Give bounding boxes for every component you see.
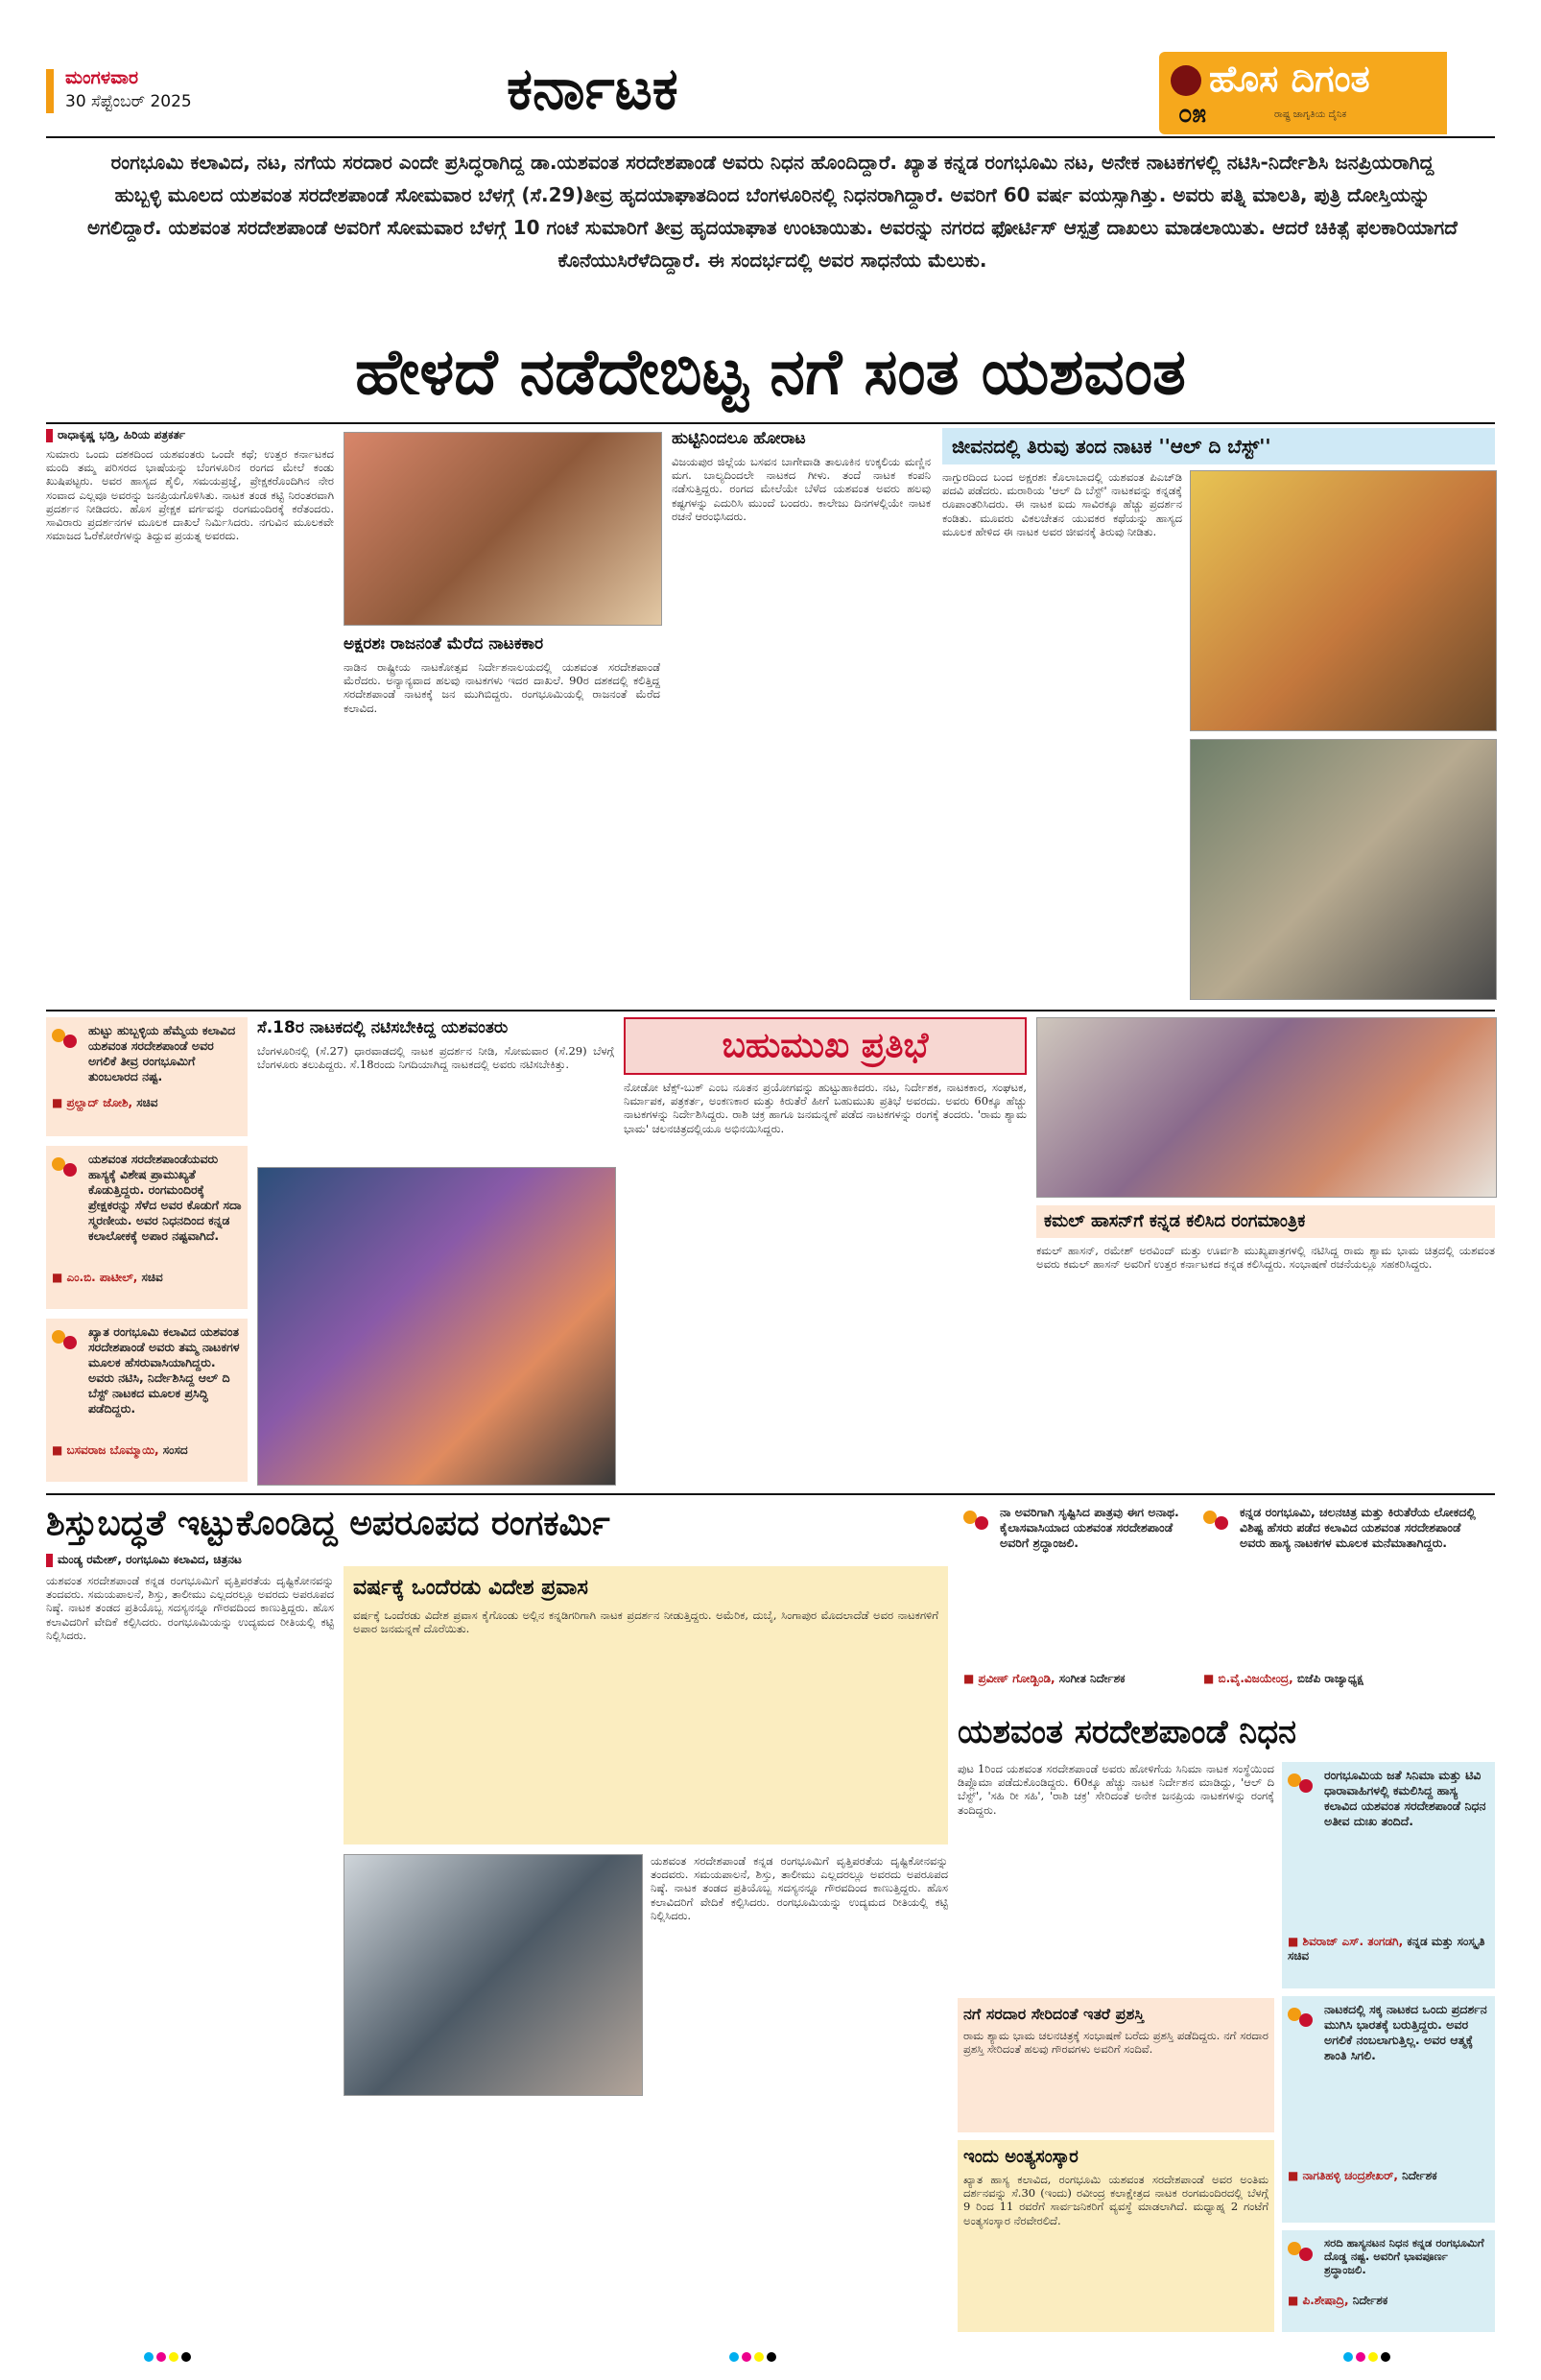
page-header <box>46 56 1495 138</box>
article9 <box>344 1566 948 1844</box>
quote-text: ಖ್ಯಾತ ರಂಗಭೂಮಿ ಕಲಾವಿದ ಯಶವಂತ ಸರದೇಶಪಾಂಡೆ ಅವರು ತಮ್ಮ ನಾಟಕಗಳ ಮೂಲಕ ಹೆಸರುವಾಸಿಯಾಗಿದ್ದರು. ಅವರು ನಟಿಸಿ, ನಿರ್ದೇಶಿಸಿದ್ದ ಆಲ್ ದಿ ಬೆಸ್ಟ್ ನಾಟಕದ ಮೂಲಕ ಪ್ರಸಿದ್ಧಿ ಪಡೆದಿದ್ದರು. <box>88 1324 240 1416</box>
article6-body: ನೋಡೋ ಟೆಕ್ಸ್-ಬುಕ್ ಎಂಬ ನೂತನ ಪ್ರಯೋಗವನ್ನು ಹುಟ್ಟುಹಾಕಿದರು. ನಟ, ನಿರ್ದೇಶಕ, ನಾಟಕಕಾರ, ಸಂಘಟಕ, ನಿರ್ಮಾಪಕ, ಪತ್ರಕರ್ತ, ಅಂಕಣಕಾರ ಮತ್ತು ಕಿರುತೆರೆ ಹೀಗೆ ಬಹುಮುಖ ಪ್ರತಿಭೆ ಅವರದು. ಅವರು 60ಕ್ಕೂ ಹೆಚ್ಚು ನಾಟಕಗಳನ್ನು ನಿರ್ದೇಶಿಸಿದ್ದರು. ರಾಶಿ ಚಕ್ರ ಹಾಗೂ ಜನಮನ್ನಣೆ ಪಡೆದ ನಾಟಕಗಳನ್ನು ರಂಗಕ್ಕೆ ತಂದರು. 'ರಾಮ ಶ್ಯಾಮ ಭಾಮ' ಚಲನಚಿತ್ರದಲ್ಲಿಯೂ ಅಭಿನಯಿಸಿದ್ದರು. <box>624 1081 1027 1135</box>
quote-author-role: ಸಂಸದ <box>162 1443 188 1457</box>
quote-icon <box>1203 1507 1234 1534</box>
quote-icon <box>1288 1770 1318 1797</box>
photo-stage-scene <box>1190 739 1497 1000</box>
section-title: ಕರ್ನಾಟಕ <box>507 56 678 123</box>
row2-rule <box>46 1493 1495 1495</box>
quote-author: ■ ನಾಗತಿಹಳ್ಳಿ ಚಂದ್ರಶೇಖರ್, ನಿರ್ದೇಶಕ <box>1288 2169 1437 2182</box>
photo-group-stage <box>257 1167 616 1486</box>
quote-card-1 <box>46 1017 248 1136</box>
quote-icon <box>52 1326 83 1353</box>
article4-body: ನಾಗ್ಪುರದಿಂದ ಬಂದ ಅಕ್ಷರಶಃ ಕೊಲಾಬಾದಲ್ಲಿ ಯಶವಂತ ಪಿಎಚ್‌ಡಿ ಪದವಿ ಪಡೆದರು. ಮರಾಠಿಯ 'ಆಲ್ ದಿ ಬೆಸ್ಟ್' ನಾಟಕವನ್ನು ಕನ್ನಡಕ್ಕೆ ರೂಪಾಂತರಿಸಿದರು. ಈ ನಾಟಕ ಐದು ಸಾವಿರಕ್ಕೂ ಹೆಚ್ಚು ಪ್ರದರ್ಶನ ಕಂಡಿತು. ಮೂವರು ವಿಕಲಚೇತನ ಯುವಕರ ಕಥೆಯನ್ನು ಹಾಸ್ಯದ ಮೂಲಕ ಹೇಳಿದ ಈ ನಾಟಕ ಅವರ ಜೀವನಕ್ಕೆ ತಿರುವು ನೀಡಿತು. <box>942 470 1182 538</box>
quote-author: ■ ಬಸವರಾಜ ಬೊಮ್ಮಾಯಿ, ಸಂಸದ <box>52 1443 188 1457</box>
quote-icon <box>52 1025 83 1052</box>
quote-author: ■ ಪ್ರವೀಣ್ ಗೋಡ್ಖಿಂಡಿ, ಸಂಗೀತ ನಿರ್ದೇಶಕ <box>963 1672 1126 1685</box>
quote-author-name: ಪ್ರವೀಣ್ ಗೋಡ್ಖಿಂಡಿ <box>978 1672 1051 1685</box>
quote-author-role: ಸಚಿವ <box>141 1271 163 1284</box>
article11-heading: ನಗೆ ಸರದಾರ ಸೇರಿದಂತೆ ಇತರೆ ಪ್ರಶಸ್ತಿ <box>963 2005 1145 2023</box>
logo-tagline: ರಾಷ್ಟ್ರ ಜಾಗೃತಿಯ ದೈನಿಕ <box>1274 109 1347 120</box>
article8-byline <box>46 1553 622 1567</box>
quote-author-role: ಬಿಜೆಪಿ ರಾಜ್ಯಾಧ್ಯಕ್ಷ <box>1296 1672 1363 1685</box>
quote-card-8 <box>1282 2230 1495 2332</box>
quote-author-name: ಎಂ.ಬಿ. ಪಾಟೀಲ್ <box>66 1271 133 1284</box>
logo-emblem-icon <box>1171 65 1201 96</box>
photo-yashwant-duo <box>344 1854 643 2096</box>
quote-text: ರಂಗಭೂಮಿಯ ಜತೆ ಸಿನಿಮಾ ಮತ್ತು ಟಿವಿ ಧಾರಾವಾಹಿಗಳಲ್ಲಿ ಕಮಲಿಸಿದ್ದ ಹಾಸ್ಯ ಕಲಾವಿದ ಯಶವಂತ ಸರದೇಶಪಾಂಡೆ ನಿಧನ ಅತೀವ ದುಃಖ ತಂದಿದೆ. <box>1324 1768 1486 1828</box>
article1-body: ಸುಮಾರು ಒಂದು ದಶಕದಿಂದ ಯಶವಂತರು ಒಂದೇ ಕಥೆ; ಉತ್ತರ ಕರ್ನಾಟಕದ ಮಂದಿ ತಮ್ಮ ಪರಿಸರದ ಭಾಷೆಯನ್ನು ಬೆಂಗಳೂರಿನ ರಂಗದ ಮೇಲೆ ಕಂಡು ಖುಷಿಪಟ್ಟರು. ಅವರ ಹಾಸ್ಯದ ಶೈಲಿ, ಸಮಯಪ್ರಜ್ಞೆ, ಪ್ರೇಕ್ಷಕರೊಂದಿಗಿನ ನೇರ ಸಂವಾದ ಎಲ್ಲವೂ ಅವರನ್ನು ಜನಪ್ರಿಯಗೊಳಿಸಿತು. ನಾಟಕ ತಂಡ ಕಟ್ಟಿ ನಿರಂತರವಾಗಿ ಪ್ರದರ್ಶನ ನೀಡಿದರು. ಹೊಸ ಪ್ರೇಕ್ಷಕ ವರ್ಗವನ್ನು ರಂಗಮಂದಿರಕ್ಕೆ ಕರೆತಂದರು. ಸಾವಿರಾರು ಪ್ರದರ್ಶನಗಳ ಮೂಲಕ ದಾಖಲೆ ನಿರ್ಮಿಸಿದರು. ನಗುವಿನ ಮೂಲಕವೇ ಸಮಾಜದ ಓರೆಕೋರೆಗಳನ್ನು ತಿದ್ದುವ ಪ್ರಯತ್ನ ಅವರದು. <box>46 447 334 543</box>
headline-rule <box>46 422 1495 424</box>
registration-marks-center <box>729 2347 779 2366</box>
article9-heading: ವರ್ಷಕ್ಕೆ ಒಂದೆರಡು ವಿದೇಶ ಪ್ರವಾಸ <box>353 1576 588 1600</box>
quote-author: ■ ಪ್ರಲ್ಹಾದ್ ಜೋಶಿ, ಸಚಿವ <box>52 1096 158 1109</box>
quote-card-2 <box>46 1146 248 1309</box>
byline-marker <box>46 1554 53 1567</box>
article3-heading: ಹುಟ್ಟಿನಿಂದಲೂ ಹೋರಾಟ <box>672 429 806 448</box>
quote-text: ಸರದಿ ಹಾಸ್ಯನಟನ ನಿಧನ ಕನ್ನಡ ರಂಗಭೂಮಿಗೆ ದೊಡ್ಡ ನಷ್ಟ. ಅವರಿಗೆ ಭಾವಪೂರ್ಣ ಶ್ರದ್ಧಾಂಜಲಿ. <box>1324 2236 1484 2276</box>
quote-card-5 <box>1197 1499 1495 1720</box>
quote-icon <box>1288 2238 1318 2265</box>
article12-body: ಖ್ಯಾತ ಹಾಸ್ಯ ಕಲಾವಿದ, ರಂಗಭೂಮಿ ಯಶವಂತ ಸರದೇಶಪಾಂಡೆ ಅವರ ಅಂತಿಮ ದರ್ಶನವನ್ನು ಸೆ.30 (ಇಂದು) ರವೀಂದ್ರ ಕಲಾಕ್ಷೇತ್ರದ ನಾಟಕ ರಂಗಮಂದಿರದಲ್ಲಿ ಬೆಳಗ್ಗೆ 9 ರಿಂದ 11 ರವರೆಗೆ ಸಾರ್ವಜನಿಕರಿಗೆ ವ್ಯವಸ್ಥೆ ಮಾಡಲಾಗಿದೆ. ಮಧ್ಯಾಹ್ನ 2 ಗಂಟೆಗೆ ಅಂತ್ಯಸಂಸ್ಕಾರ ನೆರವೇರಲಿದೆ. <box>963 2173 1268 2227</box>
article6-heading: ಬಹುಮುಖ ಪ್ರತಿಭೆ <box>722 1026 929 1065</box>
header-day: ಮಂಗಳವಾರ <box>65 67 139 88</box>
quote-author: ■ ಶಿವರಾಜ್ ಎಸ್. ತಂಗಡಗಿ, ಕನ್ನಡ ಮತ್ತು ಸಂಸ್ಕೃತಿ ಸಚಿವ <box>1288 1935 1485 1963</box>
article3 <box>672 428 931 1004</box>
article7-heading: ಕಮಲ್ ಹಾಸನ್‌ಗೆ ಕನ್ನಡ ಕಲಿಸಿದ ರಂಗಮಾಂತ್ರಿಕ <box>1044 1211 1306 1231</box>
intro-paragraph: ರಂಗಭೂಮಿ ಕಲಾವಿದ, ನಟ, ನಗೆಯ ಸರದಾರ ಎಂದೇ ಪ್ರಸಿದ್ಧರಾಗಿದ್ದ ಡಾ.ಯಶವಂತ ಸರದೇಶಪಾಂಡೆ ಅವರು ನಿಧನ ಹೊಂದಿದ್ದಾರೆ. ಖ್ಯಾತ ಕನ್ನಡ ರಂಗಭೂಮಿ ನಟ, ಅನೇಕ ನಾಟಕಗಳಲ್ಲಿ ನಟಿಸಿ-ನಿರ್ದೇಶಿಸಿ ಜನಪ್ರಿಯರಾಗಿದ್ದ ಹುಬ್ಬಳ್ಳಿ ಮೂಲದ ಯಶವಂತ ಸರದೇಶಪಾಂಡೆ ಸೋಮವಾರ ಬೆಳಗ್ಗೆ (ಸೆ.29)ತೀವ್ರ ಹೃದಯಾಘಾತದಿಂದ ಬೆಂಗಳೂರಿನಲ್ಲಿ ನಿಧನರಾಗಿದ್ದಾರೆ. ಅವರಿಗೆ 60 ವರ್ಷ ವಯಸ್ಸಾಗಿತ್ತು. ಅವರು ಪತ್ನಿ ಮಾಲತಿ, ಪುತ್ರಿ ದೋಸ್ತಿಯನ್ನು ಅಗಲಿದ್ದಾರೆ. ಯಶವಂತ ಸರದೇಶಪಾಂಡೆ ಅವರಿಗೆ ಸೋಮವಾರ ಬೆಳಗ್ಗೆ 10 ಗಂಟೆ ಸುಮಾರಿಗೆ ತೀವ್ರ ಹೃದಯಾಘಾತ ಉಂಟಾಯಿತು. ಅವರನ್ನು ನಗರದ ಫೋರ್ಟಿಸ್ ಆಸ್ಪತ್ರೆ ದಾಖಲು ಮಾಡಲಾಯಿತು. ಆದರೆ ಚಿಕಿತ್ಸೆ ಫಲಕಾರಿಯಾಗದೆ ಕೊನೆಯುಸಿರೆಳೆದಿದ್ದಾರೆ. ಈ ಸಂದರ್ಭದಲ್ಲಿ ಅವರ ಸಾಧನೆಯ ಮೆಲುಕು. <box>87 151 1458 272</box>
article4 <box>942 428 1495 464</box>
quote-card-6 <box>1282 1762 1495 1988</box>
article5-heading: ಸೆ.18ರ ನಾಟಕದಲ್ಲಿ ನಟಿಸಬೇಕಿದ್ದ ಯಶವಂತರು <box>257 1018 509 1037</box>
quote-author-role: ಸಚಿವ <box>136 1096 158 1109</box>
quote-icon <box>963 1507 994 1534</box>
article8-continued: ಯಶವಂತ ಸರದೇಶಪಾಂಡೆ ಕನ್ನಡ ರಂಗಭೂಮಿಗೆ ವೃತ್ತಿಪರತೆಯ ದೃಷ್ಟಿಕೋನವನ್ನು ತಂದವರು. ಸಮಯಪಾಲನೆ, ಶಿಸ್ತು, ತಾಲೀಮು ಎಲ್ಲದರಲ್ಲೂ ಅವರದು ಅಪರೂಪದ ನಿಷ್ಠೆ. ನಾಟಕ ತಂಡದ ಪ್ರತಿಯೊಬ್ಬ ಸದಸ್ಯನನ್ನೂ ಗೌರವದಿಂದ ಕಾಣುತ್ತಿದ್ದರು. ಹೊಸ ಕಲಾವಿದರಿಗೆ ವೇದಿಕೆ ಕಲ್ಪಿಸಿದರು. ರಂಗಭೂಮಿಯನ್ನು ಉದ್ಯಮದ ರೀತಿಯಲ್ಲಿ ಕಟ್ಟಿ ನಿಲ್ಲಿಸಿದರು. <box>651 1854 948 1922</box>
quote-author-name: ಬಿ.ವೈ.ವಿಜಯೇಂದ್ರ <box>1218 1672 1290 1685</box>
quote-card-4 <box>958 1499 1188 1720</box>
photo-women-group <box>1036 1017 1497 1198</box>
header-accent-bar <box>46 69 54 113</box>
article3-body: ವಿಜಯಪುರ ಜಿಲ್ಲೆಯ ಬಸವನ ಬಾಗೇವಾಡಿ ತಾಲೂಕಿನ ಉಕ್ಕಲಿಯ ಮಣ್ಣಿನ ಮಗ. ಬಾಲ್ಯದಿಂದಲೇ ನಾಟಕದ ಗೀಳು. ತಂದೆ ನಾಟಕ ಕಂಪನಿ ನಡೆಸುತ್ತಿದ್ದರು. ರಂಗದ ಮೇಲೆಯೇ ಬೆಳೆದ ಯಶವಂತ ಅವರು ಹಲವು ಕಷ್ಟಗಳನ್ನು ಎದುರಿಸಿ ಮುಂದೆ ಬಂದರು. ಕಾಲೇಜು ದಿನಗಳಲ್ಲಿಯೇ ನಾಟಕ ರಚನೆ ಆರಂಭಿಸಿದರು. <box>672 455 931 523</box>
article8-body: ಯಶವಂತ ಸರದೇಶಪಾಂಡೆ ಕನ್ನಡ ರಂಗಭೂಮಿಗೆ ವೃತ್ತಿಪರತೆಯ ದೃಷ್ಟಿಕೋನವನ್ನು ತಂದವರು. ಸಮಯಪಾಲನೆ, ಶಿಸ್ತು, ತಾಲೀಮು ಎಲ್ಲದರಲ್ಲೂ ಅವರದು ಅಪರೂಪದ ನಿಷ್ಠೆ. ನಾಟಕ ತಂಡದ ಪ್ರತಿಯೊಬ್ಬ ಸದಸ್ಯನನ್ನೂ ಗೌರವದಿಂದ ಕಾಣುತ್ತಿದ್ದರು. ಹೊಸ ಕಲಾವಿದರಿಗೆ ವೇದಿಕೆ ಕಲ್ಪಿಸಿದರು. ರಂಗಭೂಮಿಯನ್ನು ಉದ್ಯಮದ ರೀತಿಯಲ್ಲಿ ಕಟ್ಟಿ ನಿಲ್ಲಿಸಿದರು. <box>46 1574 334 1642</box>
article8-heading: ಶಿಸ್ತುಬದ್ಧತೆ ಇಟ್ಟುಕೊಂಡಿದ್ದ ಅಪರೂಪದ ರಂಗಕರ್ಮಿ <box>46 1504 610 1543</box>
article6-heading-box <box>624 1017 1027 1075</box>
header-rule <box>46 136 1495 138</box>
photo-yashwant-stage <box>344 432 662 626</box>
article10-heading: ಯಶವಂತ ಸರದೇಶಪಾಂಡೆ ನಿಧನ <box>958 1713 1297 1751</box>
quote-card-7 <box>1282 1996 1495 2223</box>
quote-author: ■ ಎಂ.ಬಿ. ಪಾಟೀಲ್, ಸಚಿವ <box>52 1271 163 1284</box>
article2-body: ನಾಡಿನ ರಾಷ್ಟ್ರೀಯ ನಾಟಕೋತ್ಸವ ನಿರ್ದೇಶನಾಲಯದಲ್ಲಿ ಯಶವಂತ ಸರದೇಶಪಾಂಡೆ ಮೆರೆದರು. ಅನ್ಯಾನ್ಯವಾದ ಹಲವು ನಾಟಕಗಳು ಇದರ ದಾಖಲೆ. 90ರ ದಶಕದಲ್ಲಿ ಕಲಿತ್ತಿದ್ದ ಸರದೇಶಪಾಂಡೆ ನಾಟಕಕ್ಕೆ ಜನ ಮುಗಿಬಿದ್ದರು. ರಂಗಭೂಮಿಯಲ್ಲಿ ರಾಜನಂತೆ ಮೆರೆದ ಕಲಾವಿದ. <box>344 660 660 715</box>
article7-heading-box <box>1036 1205 1495 1238</box>
article10-body: ಪುಟ 1ರಿಂದ ಯಶವಂತ ಸರದೇಶಪಾಂಡೆ ಅವರು ಹೋಳಿಗೆಯ ಸಿನಿಮಾ ನಾಟಕ ಸಂಸ್ಥೆಯಿಂದ ಡಿಪ್ಲೊಮಾ ಪಡೆದುಕೊಂಡಿದ್ದರು. 60ಕ್ಕೂ ಹೆಚ್ಚು ನಾಟಕ ನಿರ್ದೇಶನ ಮಾಡಿದ್ದು, 'ಆಲ್ ದಿ ಬೆಸ್ಟ್', 'ಸಹಿ ರೀ ಸಹಿ', 'ರಾಶಿ ಚಕ್ರ' ಸೇರಿದಂತೆ ಅನೇಕ ಜನಪ್ರಿಯ ನಾಟಕಗಳನ್ನು ರಂಗಕ್ಕೆ ತಂದಿದ್ದರು. <box>958 1762 1274 1817</box>
quote-author-role: ಕನ್ನಡ ಮತ್ತು ಸಂಸ್ಕೃತಿ ಸಚಿವ <box>1288 1935 1485 1963</box>
quote-author-name: ಪ್ರಲ್ಹಾದ್ ಜೋಶಿ <box>66 1096 129 1109</box>
registration-marks-left <box>144 2347 194 2366</box>
article1-byline-text: ರಾಧಾಕೃಷ್ಣ ಭಡ್ತಿ, ಹಿರಿಯ ಪತ್ರಕರ್ತ <box>58 428 186 441</box>
article5-body: ಬೆಂಗಳೂರಿನಲ್ಲಿ (ಸೆ.27) ಧಾರವಾಡದಲ್ಲಿ ನಾಟಕ ಪ್ರದರ್ಶನ ನೀಡಿ, ಸೋಮವಾರ (ಸೆ.29) ಬೆಳಗ್ಗೆ ಬೆಂಗಳೂರು ತಲುಪಿದ್ದರು. ಸೆ.18ರಂದು ನಿಗದಿಯಾಗಿದ್ದ ನಾಟಕದಲ್ಲಿ ಅವರು ನಟಿಸಬೇಕಿತ್ತು. <box>257 1044 614 1072</box>
quote-icon <box>1288 2004 1318 2031</box>
quote-text: ನಾ ಅವರಿಗಾಗಿ ಸೃಷ್ಟಿಸಿದ ಪಾತ್ರವು ಈಗ ಅನಾಥ. ಕೈಲಾಸವಾಸಿಯಾದ ಯಶವಂತ ಸರದೇಶಪಾಂಡೆ ಅವರಿಗೆ ಶ್ರದ್ಧಾಂಜಲಿ. <box>1000 1505 1179 1550</box>
photo-yashwant-portrait <box>1190 470 1497 731</box>
article9-body: ವರ್ಷಕ್ಕೆ ಒಂದೆರಡು ವಿದೇಶ ಪ್ರವಾಸ ಕೈಗೊಂಡು ಅಲ್ಲಿನ ಕನ್ನಡಿಗರಿಗಾಗಿ ನಾಟಕ ಪ್ರದರ್ಶನ ನೀಡುತ್ತಿದ್ದರು. ಅಮೆರಿಕ, ದುಬೈ, ಸಿಂಗಾಪುರ ಮೊದಲಾದೆಡೆ ಅವರ ನಾಟಕಗಳಿಗೆ ಅಪಾರ ಜನಮನ್ನಣೆ ದೊರೆಯಿತು. <box>353 1608 938 1636</box>
article4-heading: ಜೀವನದಲ್ಲಿ ತಿರುವು ತಂದ ನಾಟಕ ''ಆಲ್ ದಿ ಬೆಸ್ಟ್'' <box>952 435 1271 458</box>
logo-box <box>1159 52 1447 134</box>
article1-byline <box>46 428 334 442</box>
quote-icon <box>52 1154 83 1180</box>
article11 <box>958 1998 1274 2132</box>
article12 <box>958 2140 1274 2332</box>
article2-heading: ಅಕ್ಷರಶಃ ರಾಜನಂತೆ ಮೆರೆದ ನಾಟಕಕಾರ <box>344 634 544 654</box>
quote-card-3 <box>46 1319 248 1482</box>
quote-author-role: ಸಂಗೀತ ನಿರ್ದೇಶಕ <box>1058 1672 1126 1685</box>
quote-text: ಕನ್ನಡ ರಂಗಭೂಮಿ, ಚಲನಚಿತ್ರ ಮತ್ತು ಕಿರುತೆರೆಯ ಲೋಕದಲ್ಲಿ ವಿಶಿಷ್ಟ ಹೆಸರು ಪಡೆದ ಕಲಾವಿದ ಯಶವಂತ ಸರದೇಶಪಾಂಡೆ ಅವರು ಹಾಸ್ಯ ನಾಟಕಗಳ ಮೂಲಕ ಮನೆಮಾತಾಗಿದ್ದರು. <box>1240 1505 1476 1550</box>
header-date: 30 ಸೆಪ್ಟೆಂಬರ್ 2025 <box>65 92 192 111</box>
page-number: ೦೫ <box>1178 100 1207 129</box>
quote-text: ನಾಟಕದಲ್ಲಿ ಸಕ್ಕ ನಾಟಕದ ಒಂದು ಪ್ರದರ್ಶನ ಮುಗಿಸಿ ಭಾರತಕ್ಕೆ ಬರುತ್ತಿದ್ದರು. ಅವರ ಅಗಲಿಕೆ ನಂಬಲಾಗುತ್ತಿಲ್ಲ. ಅವರ ಆತ್ಮಕ್ಕೆ ಶಾಂತಿ ಸಿಗಲಿ. <box>1324 2002 1487 2062</box>
quote-text: ಹುಟ್ಟು ಹುಬ್ಬಳ್ಳಿಯ ಹೆಮ್ಮೆಯ ಕಲಾವಿದ ಯಶವಂತ ಸರದೇಶಪಾಂಡೆ ಅವರ ಅಗಲಿಕೆ ತೀವ್ರ ರಂಗಭೂಮಿಗೆ ತುಂಬಲಾರದ ನಷ್ಟ. <box>88 1023 236 1083</box>
article5 <box>257 1017 614 1161</box>
quote-author: ■ ಬಿ.ವೈ.ವಿಜಯೇಂದ್ರ, ಬಿಜೆಪಿ ರಾಜ್ಯಾಧ್ಯಕ್ಷ <box>1203 1672 1363 1685</box>
article11-body: ರಾಮ ಶ್ಯಾಮ ಭಾಮ ಚಲನಚಿತ್ರಕ್ಕೆ ಸಂಭಾಷಣೆ ಬರೆದು ಪ್ರಶಸ್ತಿ ಪಡೆದಿದ್ದರು. ನಗೆ ಸರದಾರ ಪ್ರಶಸ್ತಿ ಸೇರಿದಂತೆ ಹಲವು ಗೌರವಗಳು ಅವರಿಗೆ ಸಂದಿವೆ. <box>963 2029 1268 2057</box>
article2 <box>344 633 660 1004</box>
article12-heading: ಇಂದು ಅಂತ್ಯಸಂಸ್ಕಾರ <box>963 2147 1079 2167</box>
quote-author-name: ಪಿ.ಶೇಷಾದ್ರಿ <box>1302 2294 1344 2307</box>
article8-byline-text: ಮಂಡ್ಯ ರಮೇಶ್, ರಂಗಭೂಮಿ ಕಲಾವಿದ, ಚಿತ್ರನಟ <box>58 1553 242 1566</box>
quote-author-name: ಶಿವರಾಜ್ ಎಸ್. ತಂಗಡಗಿ <box>1302 1935 1399 1948</box>
byline-marker <box>46 429 53 442</box>
quote-author: ■ ಪಿ.ಶೇಷಾದ್ರಿ, ನಿರ್ದೇಶಕ <box>1288 2294 1388 2307</box>
logo-text: ಹೊಸ ದಿಗಂತ <box>1209 58 1370 100</box>
quote-author-name: ನಾಗತಿಹಳ್ಳಿ ಚಂದ್ರಶೇಖರ್ <box>1302 2169 1394 2182</box>
registration-marks-right <box>1343 2347 1393 2366</box>
quote-author-role: ನಿರ್ದೇಶಕ <box>1352 2294 1388 2307</box>
row1-rule <box>46 1010 1495 1012</box>
quote-author-name: ಬಸವರಾಜ ಬೊಮ್ಮಾಯಿ <box>66 1443 155 1457</box>
article7-body: ಕಮಲ್ ಹಾಸನ್, ರಮೇಶ್ ಅರವಿಂದ್ ಮತ್ತು ಊರ್ವಶಿ ಮುಖ್ಯಪಾತ್ರಗಳಲ್ಲಿ ನಟಿಸಿದ್ದ ರಾಮ ಶ್ಯಾಮ ಭಾಮ ಚಿತ್ರದಲ್ಲಿ ಯಶವಂತ ಅವರು ಕಮಲ್ ಹಾಸನ್ ಅವರಿಗೆ ಉತ್ತರ ಕರ್ನಾಟಕದ ಕನ್ನಡ ಕಲಿಸಿದ್ದರು. ಸಂಭಾಷಣೆ ರಚನೆಯಲ್ಲೂ ಸಹಕರಿಸಿದ್ದರು. <box>1036 1244 1495 1272</box>
quote-text: ಯಶವಂತ ಸರದೇಶಪಾಂಡೆಯವರು ಹಾಸ್ಯಕ್ಕೆ ವಿಶೇಷ ಪ್ರಾಮುಖ್ಯತೆ ಕೊಡುತ್ತಿದ್ದರು. ರಂಗಮಂದಿರಕ್ಕೆ ಪ್ರೇಕ್ಷಕರನ್ನು ಸೆಳೆದ ಅವರ ಕೊಡುಗೆ ಸದಾ ಸ್ಮರಣೀಯ. ಅವರ ನಿಧನದಿಂದ ಕನ್ನಡ ಕಲಾಲೋಕಕ್ಕೆ ಅಪಾರ ನಷ್ಟವಾಗಿದೆ. <box>88 1152 242 1243</box>
quote-author-role: ನಿರ್ದೇಶಕ <box>1402 2169 1437 2182</box>
main-headline: ಹೇಳದೆ ನಡೆದೇಬಿಟ್ಟ ನಗೆ ಸಂತ ಯಶವಂತ <box>354 335 1187 409</box>
